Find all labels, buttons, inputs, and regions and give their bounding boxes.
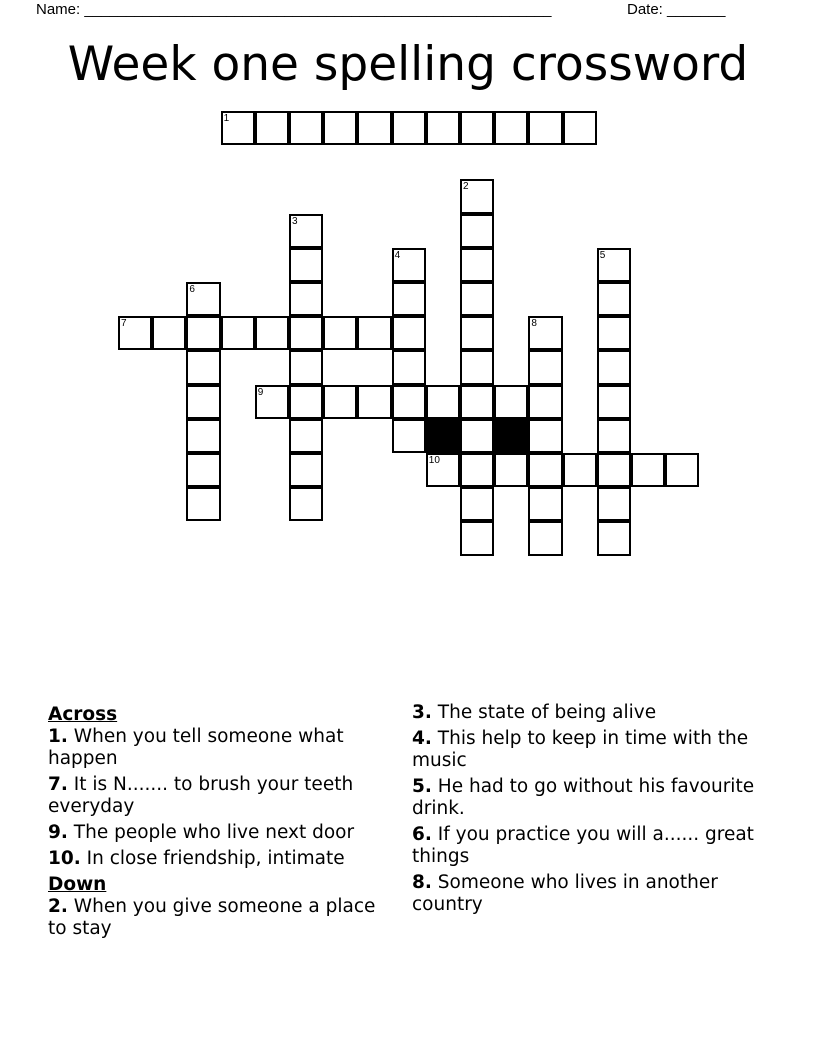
clue-number: 5 — [599, 249, 606, 261]
grid-cell[interactable] — [289, 316, 323, 350]
clues-left-column — [48, 702, 393, 944]
clue-number: 1 — [223, 113, 230, 124]
grid-cell[interactable] — [357, 385, 391, 419]
grid-cell[interactable] — [460, 282, 494, 316]
grid-cell[interactable] — [255, 316, 289, 350]
grid-cell[interactable] — [528, 385, 562, 419]
grid-cell[interactable] — [597, 248, 631, 282]
grid-cell[interactable] — [597, 316, 631, 350]
grid-cell[interactable] — [597, 385, 631, 419]
grid-cell[interactable] — [392, 419, 426, 453]
grid-cell[interactable] — [426, 111, 460, 145]
clue-across-7: 7. It is N....... to brush your teeth everyday — [48, 774, 354, 817]
grid-cell[interactable] — [289, 419, 323, 453]
grid-cell[interactable] — [460, 214, 494, 248]
grid-cell[interactable] — [460, 248, 494, 282]
grid-cell[interactable] — [528, 521, 562, 555]
grid-cell[interactable] — [255, 111, 289, 145]
grid-cell[interactable] — [323, 111, 357, 145]
clue-number: 2 — [463, 181, 469, 193]
grid-cell[interactable] — [289, 350, 323, 384]
grid-cell[interactable] — [255, 385, 289, 419]
clue-down-8: 8. Someone who lives in another country — [412, 872, 718, 915]
grid-cell[interactable] — [289, 487, 323, 521]
grid-cell[interactable] — [460, 385, 494, 419]
grid-cell[interactable] — [186, 350, 220, 384]
grid-cell[interactable] — [289, 111, 323, 145]
grid-cell[interactable] — [186, 282, 220, 316]
grid-cell[interactable] — [289, 214, 323, 248]
grid-cell[interactable] — [563, 111, 597, 145]
grid-cell[interactable] — [528, 453, 562, 487]
grid-cell[interactable] — [289, 282, 323, 316]
grid-cell[interactable] — [186, 385, 220, 419]
grid-cell[interactable] — [392, 111, 426, 145]
clue-across-1: 1. When you tell someone what happen — [48, 726, 344, 769]
clue-across-9: 9. The people who live next door — [48, 822, 355, 843]
black-cell — [494, 419, 528, 453]
clue-down-4: 4. This help to keep in time with the music — [412, 728, 749, 771]
grid-cell[interactable] — [392, 282, 426, 316]
grid-cell[interactable] — [357, 111, 391, 145]
grid-cell[interactable] — [460, 179, 494, 213]
grid-cell[interactable] — [528, 419, 562, 453]
grid-cell[interactable] — [597, 521, 631, 555]
grid-cell[interactable] — [289, 385, 323, 419]
grid-cell[interactable] — [357, 316, 391, 350]
grid-cell[interactable] — [460, 350, 494, 384]
clue-down-6: 6. If you practice you will a...... great things — [412, 824, 754, 867]
clue-number: 10 — [428, 455, 440, 466]
grid-cell[interactable] — [665, 453, 699, 487]
clue-number: 6 — [189, 284, 195, 295]
grid-cell[interactable] — [528, 487, 562, 521]
clue-number: 4 — [394, 249, 401, 261]
grid-cell[interactable] — [460, 453, 494, 487]
grid-cell[interactable] — [186, 419, 220, 453]
grid-cell[interactable] — [426, 453, 460, 487]
grid-cell[interactable] — [563, 453, 597, 487]
grid-cell[interactable] — [186, 316, 220, 350]
grid-cell[interactable] — [152, 316, 186, 350]
grid-cell[interactable] — [392, 248, 426, 282]
grid-cell[interactable] — [460, 487, 494, 521]
grid-cell[interactable] — [118, 316, 152, 350]
grid-cell[interactable] — [426, 385, 460, 419]
grid-cell[interactable] — [597, 453, 631, 487]
grid-cell[interactable] — [460, 419, 494, 453]
grid-cell[interactable] — [460, 521, 494, 555]
clue-number: 3 — [292, 215, 298, 227]
grid-cell[interactable] — [597, 350, 631, 384]
grid-cell[interactable] — [597, 419, 631, 453]
grid-cell[interactable] — [528, 350, 562, 384]
grid-cell[interactable] — [494, 453, 528, 487]
name-field-label: Name: ________________________________________________________ — [36, 1, 552, 18]
grid-cell[interactable] — [221, 111, 255, 145]
grid-cell[interactable] — [186, 453, 220, 487]
clue-number: 7 — [121, 318, 127, 330]
grid-cell[interactable] — [323, 385, 357, 419]
clue-down-5: 5. He had to go without his favourite drink. — [412, 776, 755, 819]
across-heading: Across — [48, 704, 118, 725]
grid-cell[interactable] — [289, 248, 323, 282]
grid-cell[interactable] — [392, 350, 426, 384]
clue-number: 9 — [257, 386, 264, 398]
grid-cell[interactable] — [597, 282, 631, 316]
grid-cell[interactable] — [392, 385, 426, 419]
grid-cell[interactable] — [289, 453, 323, 487]
grid-cell[interactable] — [186, 487, 220, 521]
grid-cell[interactable] — [221, 316, 255, 350]
down-heading: Down — [48, 874, 107, 895]
grid-cell[interactable] — [494, 385, 528, 419]
grid-cell[interactable] — [528, 316, 562, 350]
grid-cell[interactable] — [494, 111, 528, 145]
clues-right-column — [412, 702, 757, 920]
grid-cell[interactable] — [631, 453, 665, 487]
grid-cell[interactable] — [460, 111, 494, 145]
page-title: Week one spelling crossword — [67, 37, 749, 92]
grid-cell[interactable] — [597, 487, 631, 521]
clue-number: 8 — [531, 318, 537, 330]
clue-across-10: 10. In close friendship, intimate — [48, 848, 345, 869]
date-field-label: Date: _______ — [627, 1, 726, 18]
clue-down-2: 2. When you give someone a place to stay — [48, 896, 376, 939]
grid-cell[interactable] — [460, 316, 494, 350]
black-cell — [426, 419, 460, 453]
grid-cell[interactable] — [528, 111, 562, 145]
grid-cell[interactable] — [323, 316, 357, 350]
clue-down-3: 3. The state of being alive — [412, 702, 657, 723]
grid-cell[interactable] — [392, 316, 426, 350]
